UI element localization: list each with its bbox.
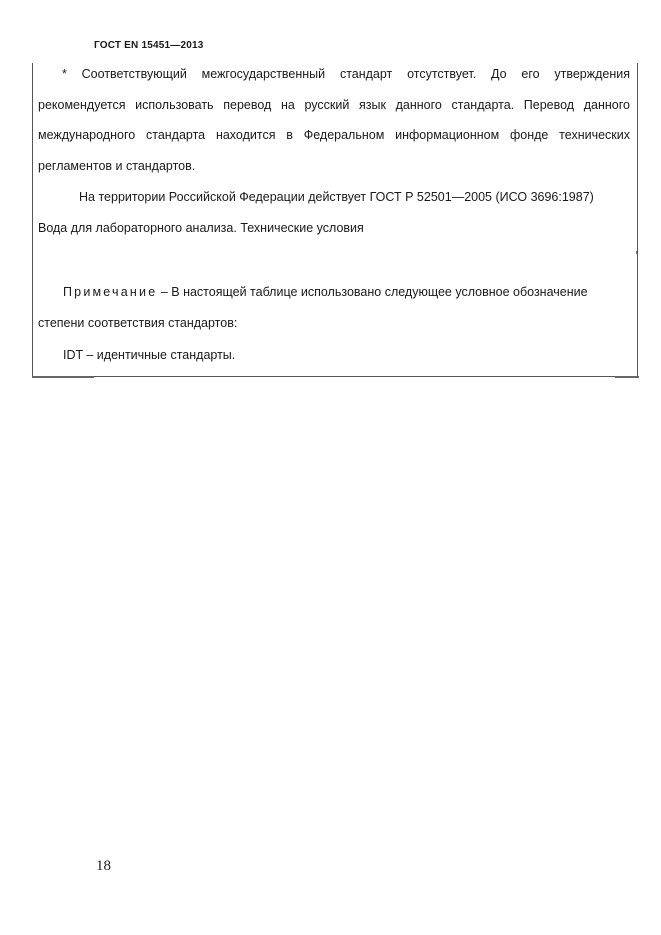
margin-mark: [636, 251, 637, 254]
rf-standard-line-1: На территории Российской Федерации действует ГОСТ Р 52501—2005 (ИСО 3696:1987): [79, 190, 594, 204]
footnote-line-1: * Соответствующий межгосударственный стандарт отсутствует. До его утверждения: [62, 67, 630, 81]
document-code-header: ГОСТ EN 15451—2013: [94, 40, 204, 51]
note-text: – В настоящей таблице использовано следующее условное обозначение: [157, 285, 588, 299]
note-label: Примечание: [63, 285, 158, 299]
footnote-line-4: регламентов и стандартов.: [38, 159, 196, 173]
bottom-rule-right: [615, 376, 639, 378]
rf-standard-line-2: Вода для лабораторного анализа. Технические условия: [38, 221, 364, 235]
footnote-line-3: международного стандарта находится в Федеральном информационном фонде технических: [38, 128, 630, 142]
note-line-2: степени соответствия стандартов:: [38, 316, 238, 330]
idt-definition: IDT – идентичные стандарты.: [63, 348, 236, 362]
page-number: 18: [96, 858, 111, 874]
footnote-line-2: рекомендуется использовать перевод на русский язык данного стандарта. Перевод данного: [38, 98, 630, 112]
bottom-rule-left: [32, 376, 94, 378]
note-line-1: [63, 285, 588, 299]
